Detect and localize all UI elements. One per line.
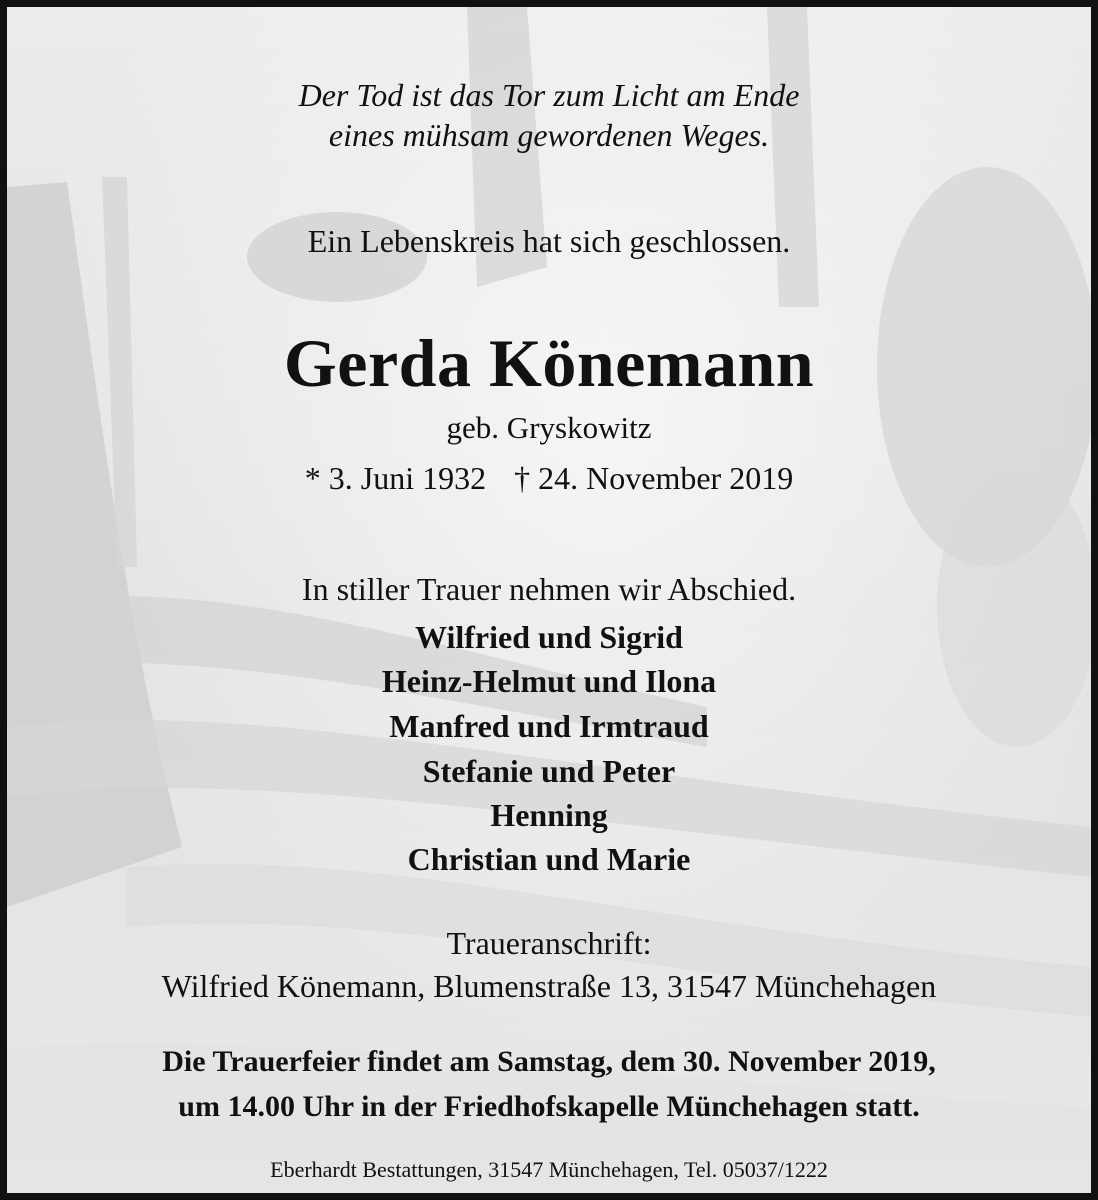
death-date: † 24. November 2019 — [514, 460, 794, 496]
maiden-name: geb. Gryskowitz — [446, 410, 652, 445]
mourner-name: Christian und Marie — [407, 841, 691, 877]
notice-content — [7, 7, 1091, 1193]
ceremony-line-1: Die Trauerfeier findet am Samstag, dem 30. November 2019, — [162, 1045, 936, 1078]
mourner-name: Manfred und Irmtraud — [389, 708, 709, 744]
funeral-home-footer: Eberhardt Bestattungen, 31547 Münchehagen, Tel. 05037/1222 — [270, 1157, 828, 1182]
motto-line-1: Der Tod ist das Tor zum Licht am Ende — [298, 77, 800, 113]
mourner-name: Stefanie und Peter — [422, 753, 676, 789]
mourner-name: Heinz-Helmut und Ilona — [381, 663, 717, 699]
mourner-name: Henning — [490, 797, 608, 833]
mourning-address: Wilfried Könemann, Blumenstraße 13, 31547 Münchehagen — [161, 968, 937, 1004]
birth-date: * 3. Juni 1932 — [304, 460, 487, 496]
mourner-name: Wilfried und Sigrid — [415, 619, 683, 655]
motto-line-2: eines mühsam gewordenen Weges. — [328, 117, 770, 153]
life-dates — [7, 462, 1091, 494]
ceremony-line-2: um 14.00 Uhr in der Friedhofskapelle Münchehagen statt. — [178, 1090, 920, 1123]
address-label: Traueranschrift: — [446, 925, 652, 961]
farewell-text: In stiller Trauer nehmen wir Abschied. — [301, 571, 797, 607]
intro-text: Ein Lebenskreis hat sich geschlossen. — [307, 223, 791, 259]
deceased-name: Gerda Könemann — [283, 325, 815, 401]
